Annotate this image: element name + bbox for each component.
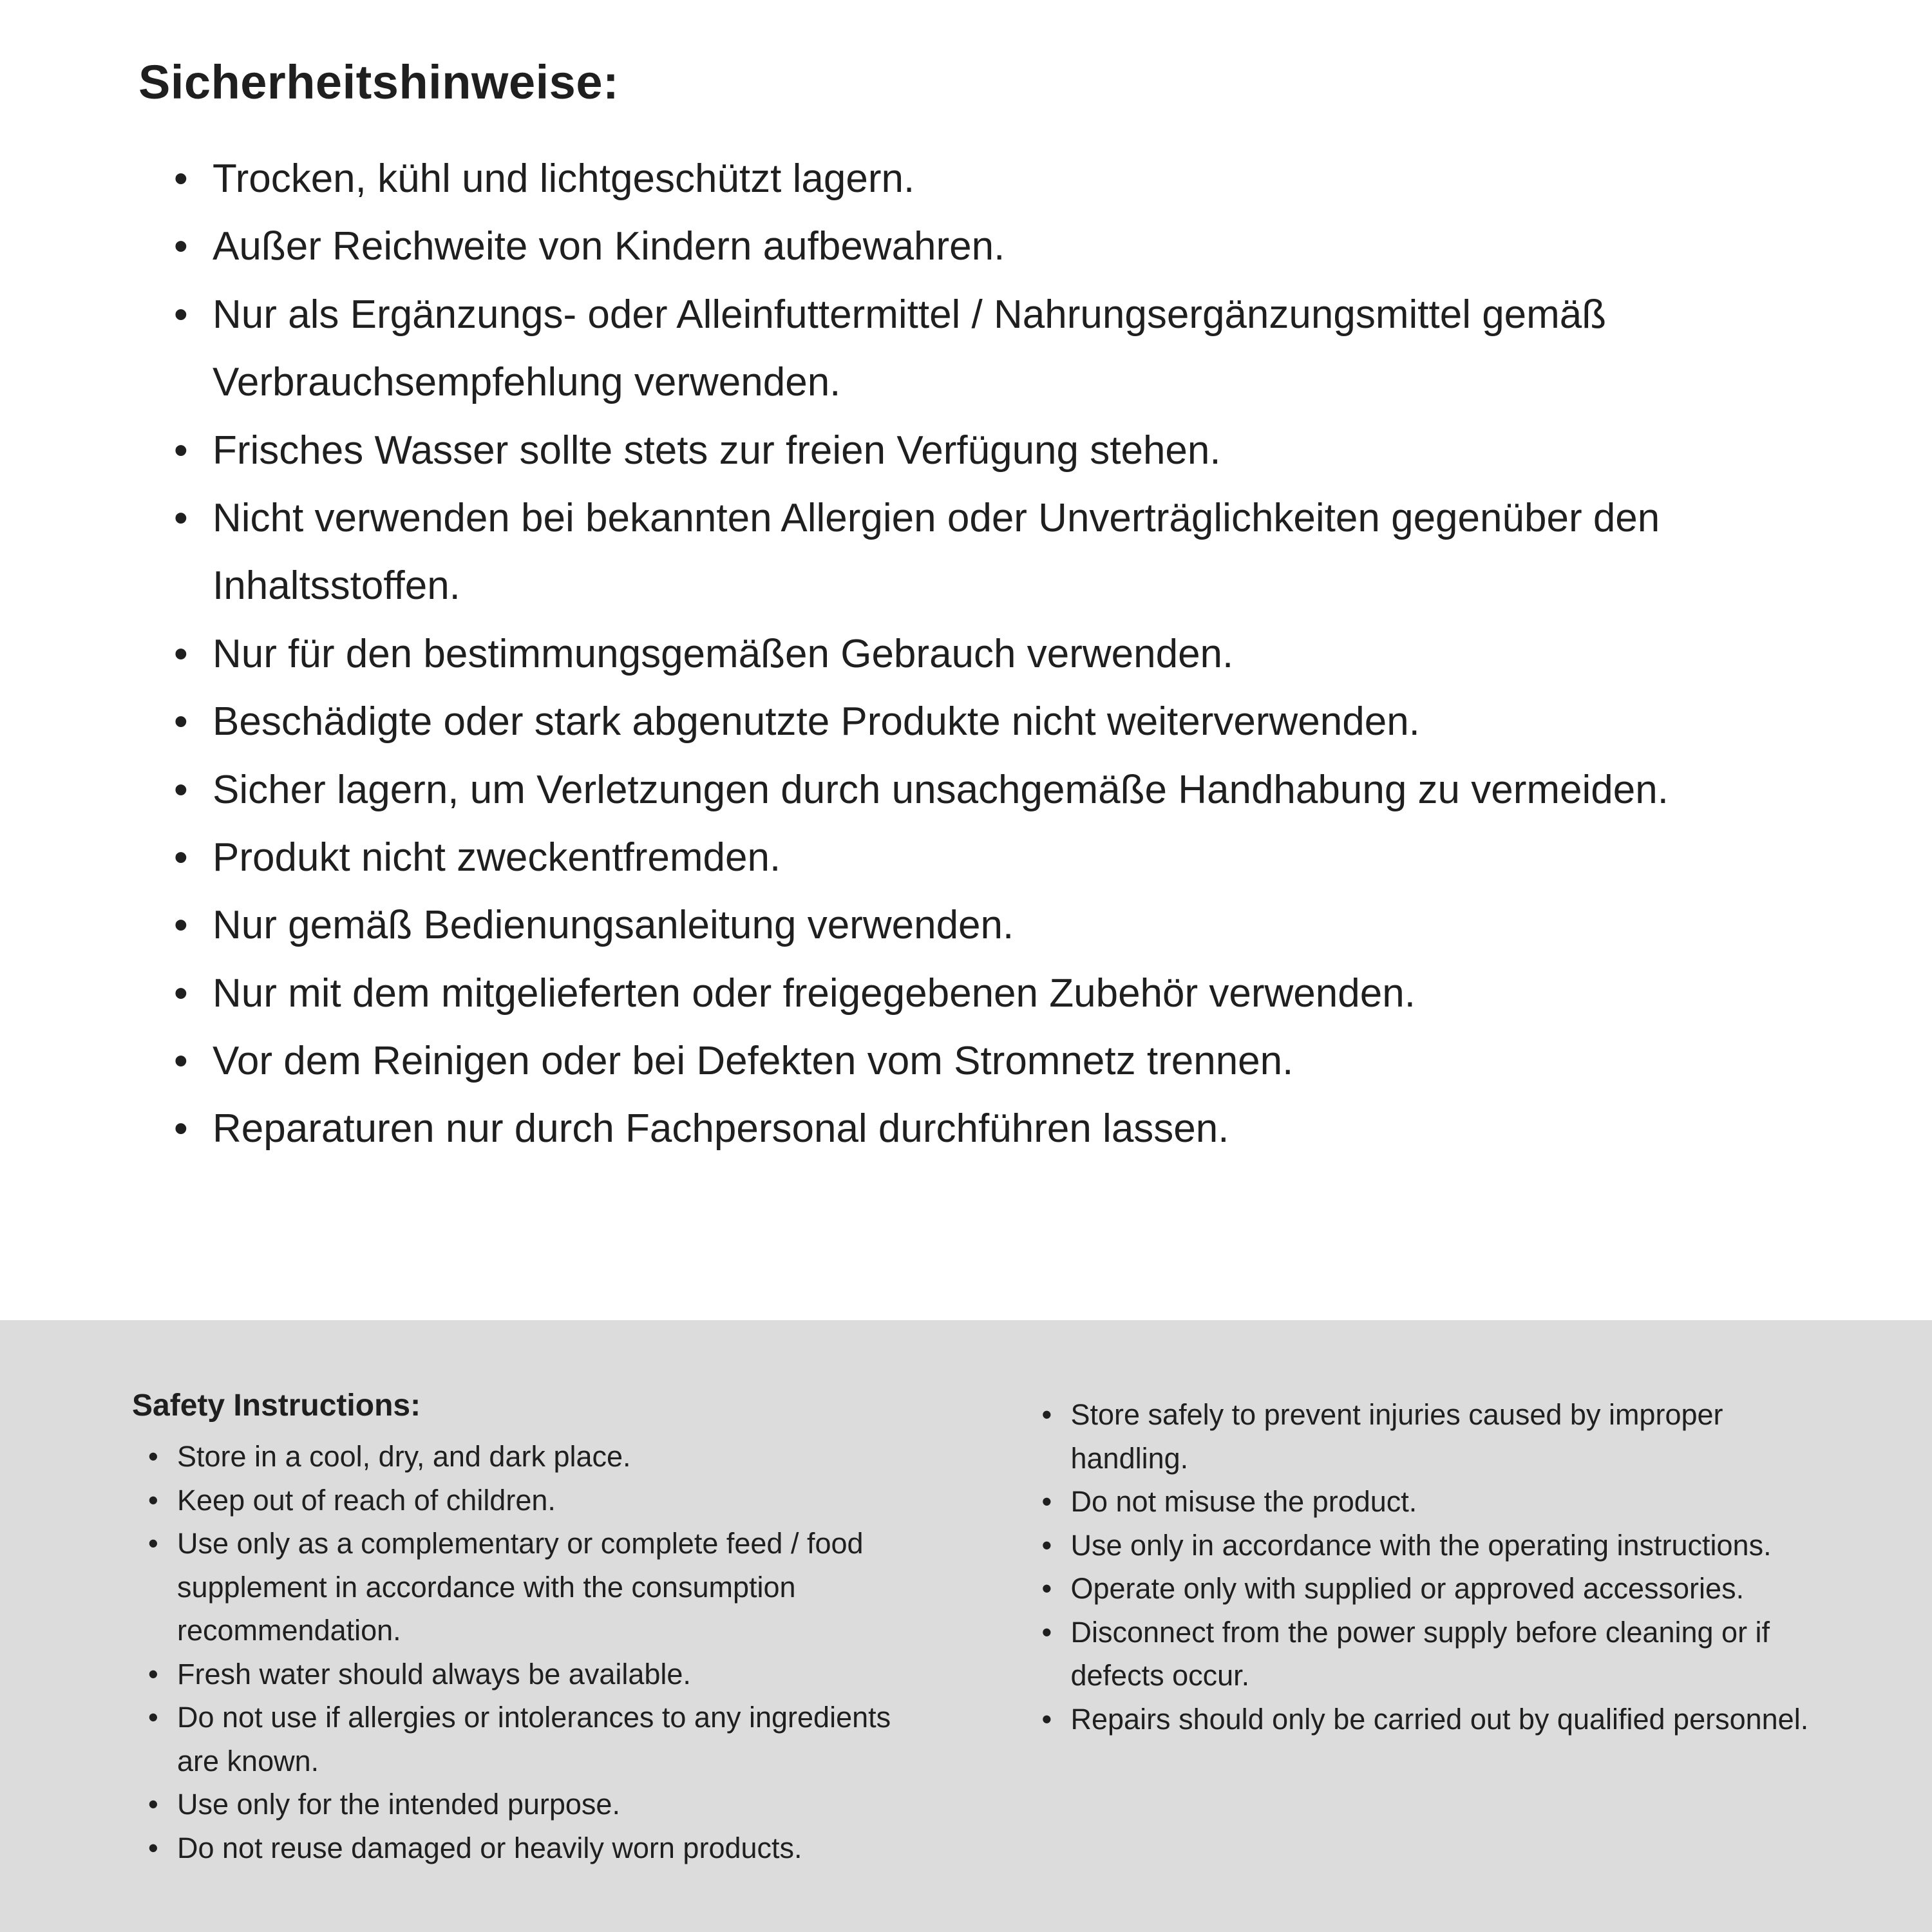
safety-item [174, 756, 1816, 824]
bullet-marker: • [174, 495, 188, 540]
safety-item [148, 1826, 916, 1870]
safety-item-text: Beschädigte oder stark abgenutzte Produkte nicht weiterverwenden. [213, 699, 1420, 744]
safety-item-text: Use only in accordance with the operating instructions. [1070, 1528, 1772, 1562]
bullet-marker: • [148, 1527, 158, 1560]
safety-item-text: Frisches Wasser sollte stets zur freien Verfügung stehen. [213, 428, 1221, 473]
bullet-marker: • [1041, 1702, 1052, 1736]
safety-item [148, 1522, 916, 1653]
bullet-marker: • [174, 767, 188, 812]
bullet-marker: • [1041, 1398, 1052, 1431]
safety-item [174, 281, 1816, 417]
safety-item [174, 1027, 1816, 1095]
german-heading: Sicherheitshinweise: [138, 55, 620, 109]
bullet-marker: • [1041, 1528, 1052, 1562]
safety-item [174, 960, 1816, 1027]
safety-item [1042, 1698, 1810, 1741]
bullet-marker: • [1041, 1572, 1052, 1605]
safety-item [174, 891, 1816, 959]
bullet-marker: • [174, 224, 188, 269]
english-heading: Safety Instructions: [132, 1388, 421, 1423]
bullet-marker: • [174, 1106, 188, 1151]
bullet-marker: • [148, 1657, 158, 1690]
safety-item [174, 213, 1816, 280]
safety-item [1042, 1480, 1810, 1524]
safety-item [1042, 1611, 1810, 1698]
safety-item-text: Reparaturen nur durch Fachpersonal durchführen lassen. [213, 1106, 1229, 1151]
safety-item [174, 620, 1816, 688]
safety-item-text: Do not reuse damaged or heavily worn products. [177, 1831, 802, 1864]
safety-item [148, 1696, 916, 1783]
safety-item-text: Nur gemäß Bedienungsanleitung verwenden. [213, 903, 1014, 948]
bullet-marker: • [1041, 1485, 1052, 1518]
safety-item-text: Nur mit dem mitgelieferten oder freigegebenen Zubehör verwenden. [213, 971, 1416, 1016]
english-left-column [132, 1388, 916, 1870]
safety-item [148, 1435, 916, 1479]
safety-item [174, 688, 1816, 755]
bullet-marker: • [174, 156, 188, 201]
english-safety-list-right [1026, 1393, 1810, 1741]
safety-item-text: Nicht verwenden bei bekannten Allergien oder Unverträglichkeiten gegenüber den Inhaltsstoffen. [213, 495, 1660, 609]
safety-item-text: Produkt nicht zweckentfremden. [213, 835, 781, 880]
safety-item-text: Use only for the intended purpose. [177, 1788, 620, 1821]
safety-item [1042, 1567, 1810, 1611]
safety-item-text: Do not use if allergies or intolerances to any ingredients are known. [177, 1701, 891, 1777]
safety-item [174, 417, 1816, 484]
bullet-marker: • [148, 1831, 158, 1864]
english-safety-list-left [132, 1435, 916, 1870]
safety-item [174, 145, 1816, 213]
safety-item-text: Operate only with supplied or approved accessories. [1070, 1572, 1745, 1605]
safety-item-text: Sicher lagern, um Verletzungen durch unsachgemäße Handhabung zu vermeiden. [213, 767, 1669, 812]
german-safety-list [138, 145, 1816, 1163]
bullet-marker: • [148, 1701, 158, 1734]
bullet-marker: • [148, 1483, 158, 1517]
bullet-marker: • [174, 971, 188, 1016]
safety-item [174, 824, 1816, 891]
safety-item-text: Use only as a complementary or complete feed / food supplement in accordance with the consumption recommendation. [177, 1527, 864, 1647]
bullet-marker: • [174, 631, 188, 676]
safety-item [148, 1653, 916, 1696]
bullet-marker: • [1041, 1615, 1052, 1649]
safety-item-text: Do not misuse the product. [1070, 1485, 1417, 1518]
safety-item-text: Vor dem Reinigen oder bei Defekten vom Stromnetz trennen. [213, 1039, 1294, 1084]
safety-item-text: Store safely to prevent injuries caused by improper handling. [1070, 1398, 1723, 1475]
safety-item-text: Trocken, kühl und lichtgeschützt lagern. [213, 156, 915, 201]
bullet-marker: • [174, 835, 188, 880]
safety-item-text: Keep out of reach of children. [177, 1483, 556, 1517]
safety-item [174, 1095, 1816, 1162]
safety-item-text: Repairs should only be carried out by qualified personnel. [1070, 1702, 1809, 1736]
safety-item-text: Fresh water should always be available. [177, 1657, 691, 1690]
safety-item-text: Außer Reichweite von Kindern aufbewahren. [213, 224, 1005, 269]
safety-item-text: Nur als Ergänzungs- oder Alleinfuttermittel / Nahrungsergänzungsmittel gemäß Verbrauchsempfehlung verwenden. [213, 292, 1607, 405]
safety-item [1042, 1524, 1810, 1567]
english-right-column [1026, 1388, 1810, 1741]
bullet-marker: • [174, 292, 188, 337]
safety-item-text: Nur für den bestimmungsgemäßen Gebrauch verwenden. [213, 631, 1234, 676]
bullet-marker: • [148, 1788, 158, 1821]
bullet-marker: • [174, 699, 188, 744]
bullet-marker: • [174, 428, 188, 473]
safety-item [174, 484, 1816, 620]
bullet-marker: • [174, 1039, 188, 1084]
safety-item [1042, 1393, 1810, 1480]
safety-item [148, 1479, 916, 1522]
safety-item-text: Disconnect from the power supply before cleaning or if defects occur. [1070, 1615, 1770, 1692]
safety-item-text: Store in a cool, dry, and dark place. [177, 1440, 631, 1473]
bullet-marker: • [174, 903, 188, 948]
english-safety-section [0, 1320, 1932, 1932]
bullet-marker: • [148, 1440, 158, 1473]
safety-item [148, 1783, 916, 1826]
